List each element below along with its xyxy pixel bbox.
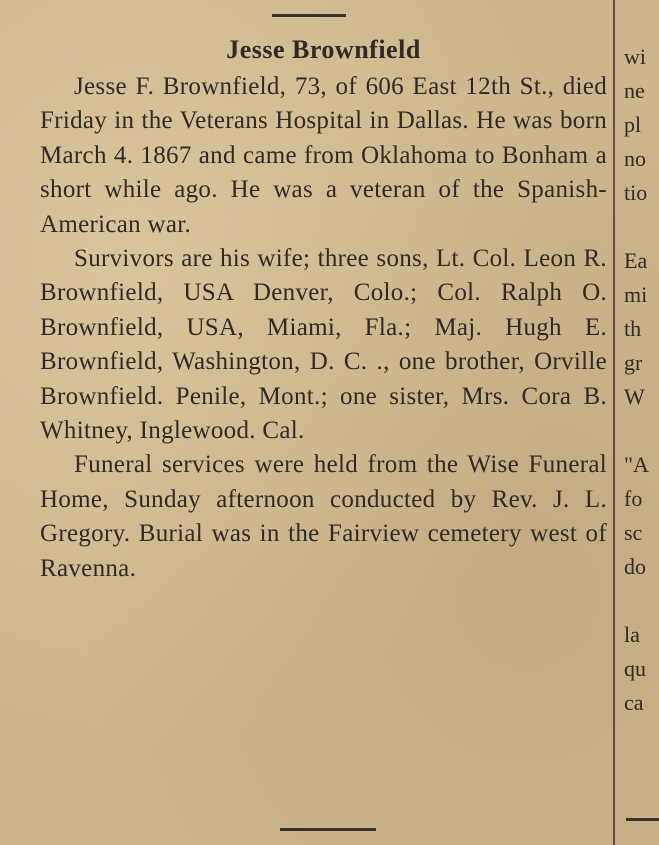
adjacent-column-rule <box>626 818 659 821</box>
fragment-line: "A <box>624 452 649 477</box>
top-divider-rule <box>272 14 346 17</box>
fragment-line: no <box>624 146 646 171</box>
fragment-line: mi <box>624 282 648 307</box>
adjacent-column-fragments <box>624 40 659 720</box>
fragment-line: fo <box>624 486 643 511</box>
fragment-line: sc <box>624 520 643 545</box>
fragment-line: th <box>624 316 642 341</box>
fragment-line: la <box>624 622 640 647</box>
column-divider <box>613 0 615 845</box>
fragment-line: Ea <box>624 248 648 273</box>
fragment-line: do <box>624 554 646 579</box>
bottom-divider-rule <box>280 828 376 831</box>
obituary-article <box>40 34 607 586</box>
fragment-line <box>624 210 659 244</box>
fragment-line: qu <box>624 656 646 681</box>
fragment-line: gr <box>624 350 643 375</box>
article-paragraph-1: Jesse F. Brownfield, 73, of 606 East 12th St., died Friday in the Veterans Hospital in Dallas. He was born March 4. 1867 and came from Oklahoma to Bonham a short while ago. He was a veteran of the Spanish-American war. <box>40 73 607 238</box>
fragment-line <box>624 414 659 448</box>
fragment-line: W <box>624 384 645 409</box>
article-paragraph-2: Survivors are his wife; three sons, Lt. Col. Leon R. Brownfield, USA Denver, Colo.; Col. Ralph O. Brownfield, USA, Miami, Fla.; Maj. Hugh E. Brownfield, Washington, D. C. ., one brother, Orville Brownfield. Penile, Mont.; one sister, Mrs. Cora B. Whitney, Inglewood. Cal. <box>40 245 607 445</box>
article-paragraph-3: Funeral services were held from the Wise Funeral Home, Sunday afternoon conducted by Rev. J. L. Gregory. Burial was in the Fairview cemetery west of Ravenna. <box>40 451 607 582</box>
fragment-line: ca <box>624 690 644 715</box>
fragment-line: ne <box>624 78 645 103</box>
fragment-line: wi <box>624 44 646 69</box>
fragment-line: pl <box>624 112 642 137</box>
article-headline: Jesse Brownfield <box>226 35 421 64</box>
fragment-line: tio <box>624 180 648 205</box>
fragment-line <box>624 584 659 618</box>
